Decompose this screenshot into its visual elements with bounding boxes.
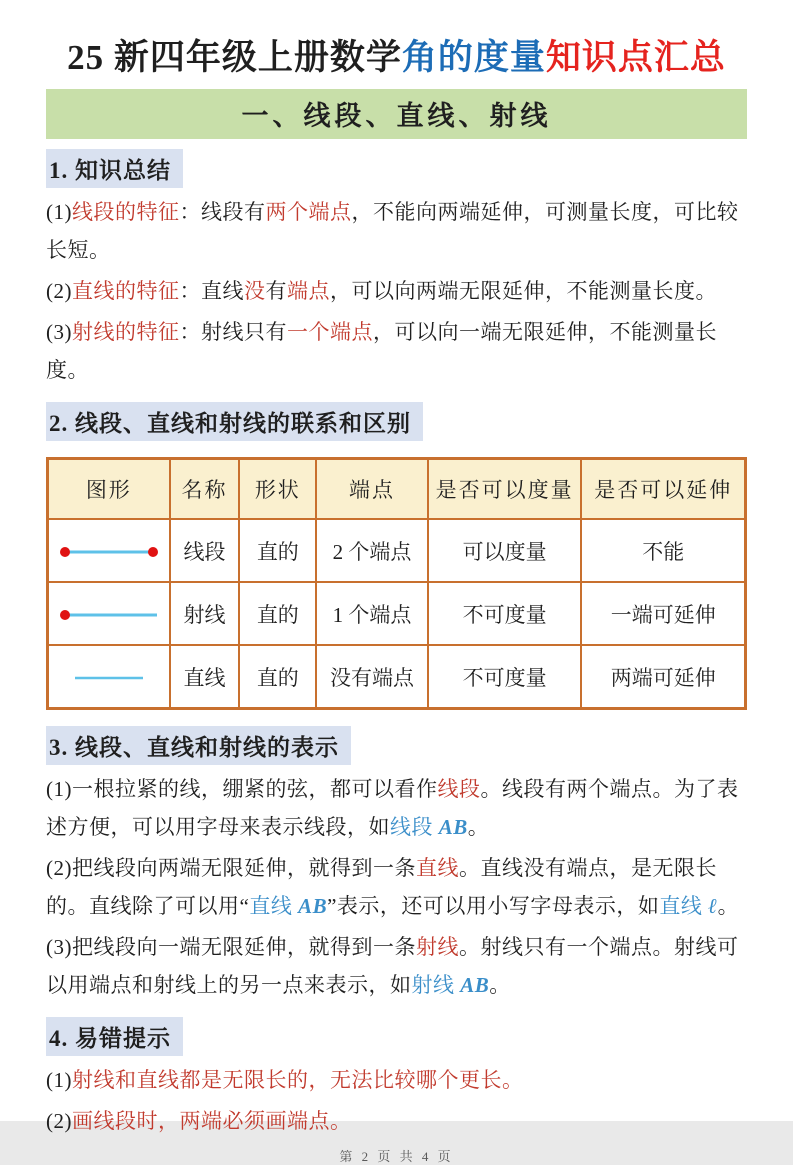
- section-2: [46, 392, 747, 710]
- section-2-heading: 2. 线段、直线和射线的联系和区别: [46, 402, 423, 441]
- title-part-black: 25 新四年级上册数学: [67, 38, 402, 77]
- header-endpoints: 端点: [316, 459, 428, 520]
- line-extend: 两端可延伸: [581, 645, 745, 709]
- comparison-table: [46, 457, 747, 710]
- ray-extend: 一端可延伸: [581, 582, 745, 645]
- section-3-paragraph-2: (2)把线段向两端无限延伸，就得到一条直线。直线没有端点，是无限长的。直线除了可以用“直线 AB”表示，还可以用小写字母表示，如直线 ℓ。: [46, 856, 740, 919]
- section-3-heading: 3. 线段、直线和射线的表示: [46, 726, 351, 765]
- page-number-footer: 第 2 页 共 4 页: [339, 1149, 454, 1165]
- segment-shape: 直的: [239, 519, 316, 582]
- header-shape: 形状: [239, 459, 316, 520]
- ray-shape: 直的: [239, 582, 316, 645]
- ray-endpoints: 1 个端点: [316, 582, 428, 645]
- ray-figure: [57, 607, 161, 623]
- ray-figure-cell: [48, 582, 170, 645]
- segment-endpoints: 2 个端点: [316, 519, 428, 582]
- header-figure: 图形: [48, 459, 170, 520]
- header-measurable: 是否可以度量: [428, 459, 582, 520]
- table-row-segment: [48, 519, 746, 582]
- section-1-paragraph-3: (3)射线的特征：射线只有一个端点，可以向一端无限延伸，不能测量长度。: [46, 320, 717, 383]
- section-4: [46, 1007, 747, 1140]
- section-4-paragraph-2: (2)画线段时，两端必须画端点。: [46, 1109, 352, 1134]
- segment-extend: 不能: [581, 519, 745, 582]
- line-measure: 不可度量: [428, 645, 582, 709]
- chapter-banner: 一、线段、直线、射线: [46, 89, 747, 139]
- section-1-heading: 1. 知识总结: [46, 149, 183, 188]
- segment-measure: 可以度量: [428, 519, 582, 582]
- header-extendable: 是否可以延伸: [581, 459, 745, 520]
- line-shape: 直的: [239, 645, 316, 709]
- section-3-paragraph-1: (1)一根拉紧的线，绷紧的弦，都可以看作线段。线段有两个端点。为了表述方便，可以用字母来表示线段，如线段 AB。: [46, 777, 739, 840]
- section-3-paragraph-3: (3)把线段向一端无限延伸，就得到一条射线。射线只有一个端点。射线可以用端点和射线上的另一点来表示，如射线 AB。: [46, 935, 739, 998]
- section-1-paragraph-1: (1)线段的特征：线段有两个端点，不能向两端延伸，可测量长度，可比较长短。: [46, 200, 739, 263]
- ray-name: 射线: [170, 582, 240, 645]
- line-endpoints: 没有端点: [316, 645, 428, 709]
- straight-line-figure: [57, 670, 161, 686]
- segment-name: 线段: [170, 519, 240, 582]
- table-row-line: [48, 645, 746, 709]
- header-name: 名称: [170, 459, 240, 520]
- section-4-paragraph-1: (1)射线和直线都是无限长的，无法比较哪个更长。: [46, 1068, 524, 1093]
- line-name: 直线: [170, 645, 240, 709]
- title-part-blue: 角的度量: [401, 38, 546, 77]
- ray-measure: 不可度量: [428, 582, 582, 645]
- title-part-red: 知识点汇总: [545, 38, 726, 77]
- section-4-heading: 4. 易错提示: [46, 1017, 183, 1056]
- table-header-row: [48, 459, 746, 520]
- section-3: [46, 716, 747, 1004]
- line-figure-cell: [48, 645, 170, 709]
- line-segment-figure: [57, 544, 161, 560]
- section-1: [46, 139, 747, 389]
- section-1-paragraph-2: (2)直线的特征：直线没有端点，可以向两端无限延伸，不能测量长度。: [46, 279, 717, 304]
- table-row-ray: [48, 582, 746, 645]
- segment-figure-cell: [48, 519, 170, 582]
- page-title: [46, 34, 747, 81]
